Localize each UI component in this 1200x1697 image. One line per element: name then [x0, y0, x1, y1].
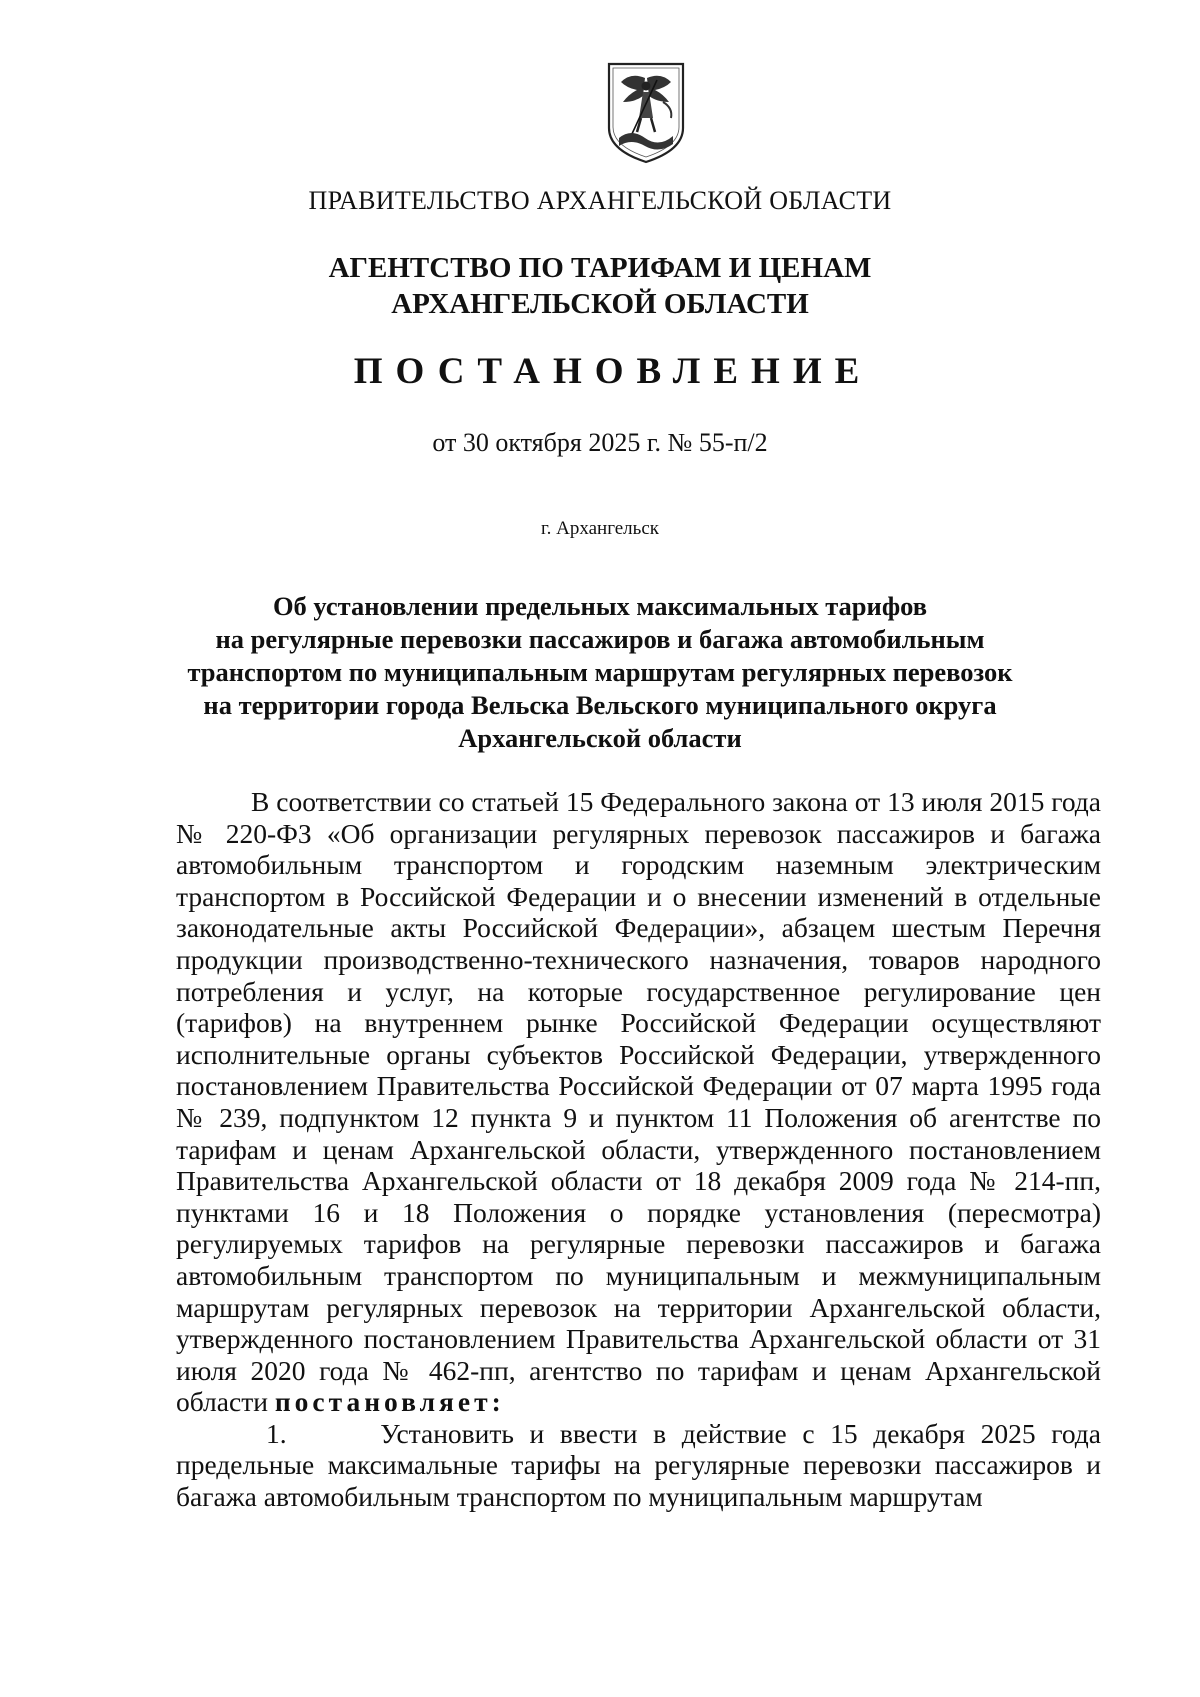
document-body — [176, 786, 1101, 1513]
title-line-5: Архангельской области — [458, 723, 742, 753]
agency-name-line-2: АРХАНГЕЛЬСКОЙ ОБЛАСТИ — [391, 288, 809, 320]
document-date-number: от 30 октября 2025 г. № 55-п/2 — [432, 428, 768, 457]
preamble-paragraph — [176, 786, 1101, 1418]
title-line-2: на регулярные перевозки пассажиров и багажа автомобильным — [215, 624, 985, 654]
document-city: г. Архангельск — [540, 518, 659, 539]
item-1-text: Установить и ввести в действие с 15 декабря 2025 года предельные максимальные тарифы на регулярные перевозки пассажиров и багажа автомобильным транспортом по муниципальным маршрутам — [176, 1417, 1101, 1513]
item-1-paragraph — [176, 1418, 1101, 1513]
agency-name-line-1: АГЕНТСТВО ПО ТАРИФАМ И ЦЕНАМ — [328, 252, 872, 284]
government-name: ПРАВИТЕЛЬСТВО АРХАНГЕЛЬСКОЙ ОБЛАСТИ — [308, 186, 892, 215]
coat-of-arms-icon — [601, 58, 691, 166]
preamble-text: В соответствии со статьей 15 Федерального закона от 13 июля 2015 года № 220-ФЗ «Об организации регулярных перевозок пассажиров и багажа автомобильным транспортом и городским наземным электрическим транспортом в Российской Федерации и о внесении изменений в отдельные законодательные акты Российской Федерации», абзацем шестым Перечня продукции производственно-технического назначения, товаров народного потребления и услуг, на которые государственное регулирование цен (тарифов) на внутреннем рынке Российской Федерации осуществляют исполнительные органы субъектов Российской Федерации, утвержденного постановлением Правительства Российской Федерации от 07 марта 1995 года № 239, подпунктом 12 пункта 9 и пунктом 11 Положения об агентстве по тарифам и ценам Архангельской области, утвержденного постановлением Правительства Архангельской области от 18 декабря 2009 года № 214-пп, пунктами 16 и 18 Положения о порядке установления (пересмотра) регулируемых тарифов на регулярные перевозки пассажиров и багажа автомобильным транспортом по муниципальным и межмуниципальным маршрутам регулярных перевозок на территории Архангельской области, утвержденного постановлением Правительства Архангельской области от 31 июля 2020 года № 462-пп, агентство по тарифам и ценам Архангельской области — [176, 786, 1101, 1418]
title-line-1: Об установлении предельных максимальных тарифов — [272, 591, 928, 621]
item-1-number: 1. — [266, 1417, 287, 1449]
title-line-3: транспортом по муниципальным маршрутам регулярных перевозок — [187, 657, 1013, 687]
title-line-4: на территории города Вельска Вельского муниципального округа — [203, 690, 997, 720]
document-type-heading: ПОСТАНОВЛЕНИЕ — [353, 351, 873, 392]
document-title — [0, 590, 1200, 755]
agency-name — [0, 250, 1200, 322]
resolves-word: постановляет: — [274, 1386, 505, 1418]
